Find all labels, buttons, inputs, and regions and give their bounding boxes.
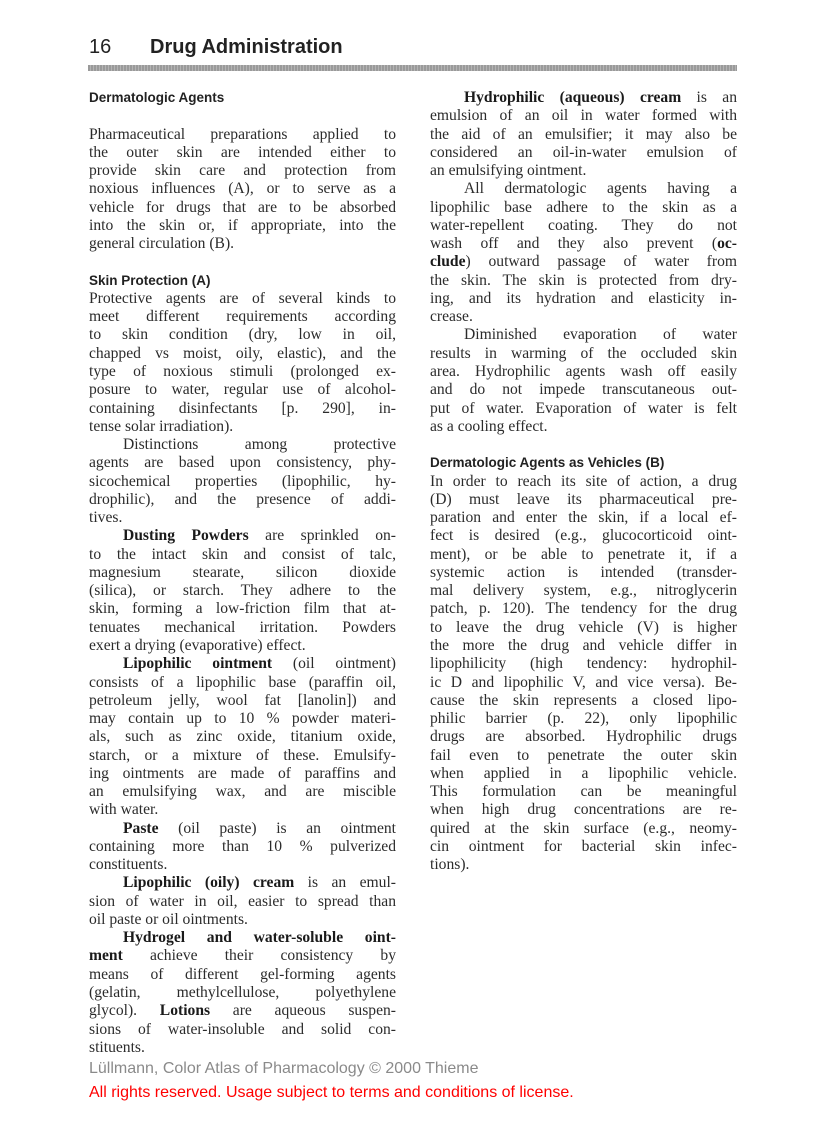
line-text: to leave the drug vehicle (V) is higher [430, 618, 737, 636]
text-line [89, 290, 396, 308]
bold-term: ment [89, 947, 123, 965]
line-text: the outer skin are intended either to [89, 143, 396, 161]
text-line [430, 801, 737, 819]
text-line [89, 1039, 396, 1057]
text-line [430, 162, 737, 180]
line-text: tions). [430, 856, 470, 874]
text-line [430, 217, 737, 235]
line-text: sion of water in oil, easier to spread than [89, 892, 396, 910]
text-line [89, 381, 396, 399]
text-line [89, 308, 396, 326]
line-text: als, such as zinc oxide, titanium oxide, [89, 728, 396, 746]
line-text: agents are based upon consistency, phy- [89, 454, 396, 472]
line-text: cause the skin represents a closed lipo- [430, 691, 737, 709]
text-line [89, 747, 396, 765]
text-line [430, 107, 737, 125]
text-line [89, 564, 396, 582]
text-line [430, 637, 737, 655]
section-heading: Skin Protection (A) [89, 272, 211, 288]
text-line [89, 491, 396, 509]
text-line [430, 253, 737, 271]
line-text: Protective agents are of several kinds to [89, 289, 396, 307]
line-text: into the skin or, if appropriate, into the [89, 216, 396, 234]
text-line [89, 180, 396, 198]
text-line [430, 473, 737, 491]
text-line [430, 765, 737, 783]
paragraph [430, 89, 737, 180]
line-text: (D) must leave its pharmaceutical pre- [430, 490, 737, 508]
line-text: petroleum jelly, wool fat [lanolin]) and [89, 691, 396, 709]
text-line [89, 436, 396, 454]
paragraph [89, 436, 396, 527]
section-heading: Dermatologic Agents [89, 90, 225, 105]
text-line [430, 272, 737, 290]
line-text: crease. [430, 308, 473, 326]
bold-term: Lipophilic ointment [123, 655, 273, 673]
line-text: chapped vs moist, oily, elastic), and the [89, 344, 396, 362]
text-line [430, 820, 737, 838]
text-line [89, 400, 396, 418]
line-text: provide skin care and protection from [89, 162, 396, 180]
line-text: (oil paste) is an ointment [158, 819, 396, 837]
header-rule [88, 65, 737, 71]
text-line [430, 345, 737, 363]
text-line [89, 710, 396, 728]
line-text: posure to water, regular use of alcohol- [89, 381, 396, 399]
line-text: fail even to penetrate the outer skin [430, 746, 737, 764]
line-text: paration and enter the skin, if a local ef- [430, 509, 737, 527]
bold-term: Lotions [159, 1002, 211, 1020]
text-line [89, 820, 396, 838]
text-line [89, 199, 396, 217]
line-text: the more the drug and vehicle differ in [430, 636, 737, 654]
text-line [430, 710, 737, 728]
text-line [89, 911, 396, 929]
text-line [89, 856, 396, 874]
text-line [430, 308, 737, 326]
text-line [430, 491, 737, 509]
text-line [430, 126, 737, 144]
line-text: skin, forming a low-friction film that at- [89, 600, 396, 618]
text-line [430, 674, 737, 692]
line-text: systemic action is intended (transder- [430, 563, 737, 581]
line-text: tenuates mechanical irritation. Powders [89, 618, 396, 636]
text-line [430, 180, 737, 198]
text-line [89, 509, 396, 527]
line-text: This formulation can be meaningful [430, 783, 737, 801]
line-text: starch, or a mixture of these. Emulsify- [89, 746, 396, 764]
line-text: glycol). [89, 1002, 160, 1020]
text-line [89, 1002, 396, 1020]
bold-term: oc- [717, 235, 737, 253]
text-line [89, 692, 396, 710]
paragraph [430, 326, 737, 436]
text-line [89, 527, 396, 545]
paragraph [89, 290, 396, 436]
paragraph [430, 180, 737, 326]
line-text: oil paste or oil ointments. [89, 910, 248, 928]
line-text: noxious influences (A), or to serve as a [89, 180, 396, 198]
line-text: philic barrier (p. 22), only lipophilic [430, 710, 737, 728]
text-line [89, 235, 396, 253]
text-line [430, 582, 737, 600]
line-text: emulsion of an oil in water formed with [430, 107, 737, 125]
license-notice: All rights reserved. Usage subject to terms and conditions of license. [89, 1084, 574, 1101]
line-text: patch, p. 120). The tendency for the drug [430, 600, 737, 618]
text-line [430, 783, 737, 801]
text-line [430, 381, 737, 399]
line-text: put of water. Evaporation of water is felt [430, 399, 737, 417]
line-text: considered an oil-in-water emulsion of [430, 143, 737, 161]
line-text: meet different requirements according [89, 308, 396, 326]
text-line [430, 400, 737, 418]
text-line [430, 838, 737, 856]
text-line [89, 765, 396, 783]
text-line [89, 619, 396, 637]
line-text: an emulsifying ointment. [430, 162, 587, 180]
text-line [430, 692, 737, 710]
text-line [89, 655, 396, 673]
bold-term: Paste [123, 819, 159, 837]
line-text: the aid of an emulsifier; it may also be [430, 125, 737, 143]
line-text: All dermatologic agents having a [464, 180, 737, 198]
text-line [89, 582, 396, 600]
text-line [430, 235, 737, 253]
text-line [89, 984, 396, 1002]
line-text: as a cooling effect. [430, 417, 548, 435]
line-text: ment), or be able to penetrate it, if a [430, 545, 737, 563]
line-text: tives. [89, 509, 123, 527]
text-line [430, 546, 737, 564]
line-text: general circulation (B). [89, 235, 235, 253]
line-text: mal delivery system, e.g., nitroglycerin [430, 582, 737, 600]
text-line [89, 546, 396, 564]
text-line [89, 126, 396, 144]
line-text: ) outward passage of water from [465, 253, 737, 271]
text-line [89, 326, 396, 344]
text-line [430, 509, 737, 527]
bold-term: Hydrophilic (aqueous) cream [464, 89, 682, 106]
line-text: when high drug concentrations are re- [430, 801, 737, 819]
text-line [89, 783, 396, 801]
line-text: to skin condition (dry, low in oil, [89, 326, 396, 344]
text-line [430, 564, 737, 582]
text-line [89, 838, 396, 856]
line-text: results in warming of the occluded skin [430, 344, 737, 362]
text-line [89, 144, 396, 162]
line-text: Diminished evaporation of water [464, 326, 737, 344]
bold-term: Lipophilic (oily) cream [123, 874, 295, 892]
text-line [89, 966, 396, 984]
line-text: exert a drying (evaporative) effect. [89, 636, 306, 654]
chapter-title: Drug Administration [150, 36, 343, 58]
text-line [89, 637, 396, 655]
line-text: containing disinfectants [p. 290], in- [89, 399, 396, 417]
line-text: quired at the skin surface (e.g., neomy- [430, 819, 737, 837]
text-line [430, 89, 737, 107]
line-text: cin ointment for bacterial skin infec- [430, 837, 737, 855]
line-text: drophilic), and the presence of addi- [89, 490, 396, 508]
line-text: (oil ointment) [272, 655, 396, 673]
text-line [89, 874, 396, 892]
text-line [89, 801, 396, 819]
line-text: when applied in a lipophilic vehicle. [430, 764, 737, 782]
bold-term: clude [430, 253, 466, 271]
line-text: wash off and they also prevent ( [430, 235, 718, 253]
left-column [89, 89, 396, 1057]
line-text: stituents. [89, 1038, 145, 1056]
text-line [430, 747, 737, 765]
line-text: are sprinkled on- [248, 527, 396, 545]
text-line [430, 363, 737, 381]
text-line [430, 619, 737, 637]
text-line [89, 674, 396, 692]
page-number: 16 [89, 36, 112, 58]
paragraph [89, 126, 396, 254]
text-line [89, 454, 396, 472]
line-text: is an emul- [294, 874, 396, 892]
line-text: ic D and lipophilic V, and vice versa). Be- [430, 673, 737, 691]
text-line [430, 144, 737, 162]
line-text: constituents. [89, 856, 168, 874]
text-line [430, 326, 737, 344]
line-text: tense solar irradiation). [89, 417, 234, 435]
paragraph [89, 929, 396, 1057]
paragraph [89, 527, 396, 655]
line-text: ing ointments are made of paraffins and [89, 764, 396, 782]
text-line [430, 527, 737, 545]
text-line [430, 600, 737, 618]
line-text: may contain up to 10 % powder materi- [89, 710, 396, 728]
text-line [430, 290, 737, 308]
line-text: with water. [89, 801, 159, 819]
text-line [430, 856, 737, 874]
line-text: Distinctions among protective [123, 436, 396, 454]
text-line [89, 217, 396, 235]
text-line [89, 893, 396, 911]
line-text: (gelatin, methylcellulose, polyethylene [89, 984, 396, 1002]
line-text: Pharmaceutical preparations applied to [89, 125, 396, 143]
line-text: vehicle for drugs that are to be absorbed [89, 198, 396, 216]
text-line [89, 363, 396, 381]
text-line [89, 345, 396, 363]
copyright-notice: Lüllmann, Color Atlas of Pharmacology © 2000 Thieme [89, 1060, 479, 1077]
text-line [430, 655, 737, 673]
text-line [430, 418, 737, 436]
paragraph [89, 874, 396, 929]
line-text: achieve their consistency by [122, 947, 396, 965]
text-line [89, 728, 396, 746]
text-line [89, 162, 396, 180]
line-text: area. Hydrophilic agents wash off easily [430, 362, 737, 380]
line-text: ing, and its hydration and elasticity in- [430, 289, 737, 307]
line-text: lipophilic base adhere to the skin as a [430, 198, 737, 216]
line-text: consists of a lipophilic base (paraffin oil, [89, 673, 396, 691]
line-text: lipophilicity (high tendency: hydrophil- [430, 655, 737, 673]
bold-term: Hydrogel and water-soluble oint- [123, 929, 396, 947]
bold-term: Dusting Powders [123, 527, 249, 545]
section-heading: Dermatologic Agents as Vehicles (B) [430, 455, 665, 471]
text-line [89, 418, 396, 436]
text-line [430, 199, 737, 217]
text-line [430, 728, 737, 746]
text-line [89, 473, 396, 491]
line-text: and do not impede transcutaneous out- [430, 381, 737, 399]
paragraph [89, 820, 396, 875]
line-text: is an [681, 89, 737, 106]
text-line [89, 947, 396, 965]
line-text: means of different gel-forming agents [89, 965, 396, 983]
line-text: drugs are absorbed. Hydrophilic drugs [430, 728, 737, 746]
right-column [430, 89, 737, 874]
line-text: sions of water-insoluble and solid con- [89, 1020, 396, 1038]
line-text: (silica), or starch. They adhere to the [89, 582, 396, 600]
line-text: are aqueous suspen- [210, 1002, 396, 1020]
line-text: sicochemical properties (lipophilic, hy- [89, 472, 396, 490]
line-text: In order to reach its site of action, a drug [430, 472, 737, 490]
paragraph [89, 655, 396, 819]
line-text: magnesium stearate, silicon dioxide [89, 563, 396, 581]
line-text: the skin. The skin is protected from dry- [430, 271, 737, 289]
line-text: type of noxious stimuli (prolonged ex- [89, 362, 396, 380]
text-line [89, 1021, 396, 1039]
paragraph [430, 473, 737, 875]
line-text: an emulsifying wax, and are miscible [89, 783, 396, 801]
line-text: fect is desired (e.g., glucocorticoid oint- [430, 527, 737, 545]
line-text: containing more than 10 % pulverized [89, 837, 396, 855]
text-line [89, 600, 396, 618]
line-text: water-repellent coating. They do not [430, 216, 737, 234]
text-line [89, 929, 396, 947]
line-text: to the intact skin and consist of talc, [89, 545, 396, 563]
